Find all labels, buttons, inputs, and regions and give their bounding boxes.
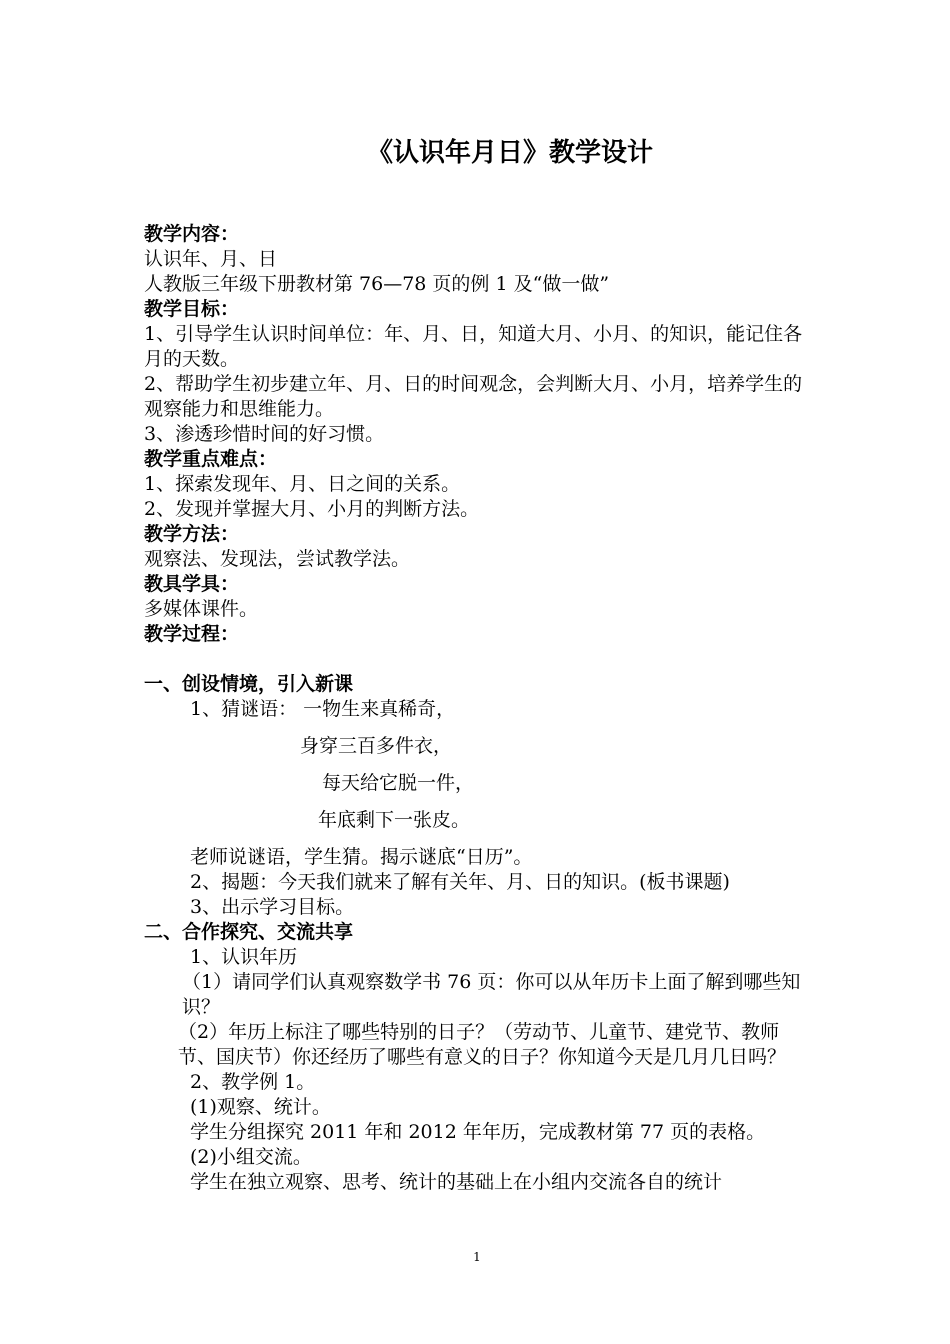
paragraph: 1、引导学生认识时间单位：年、月、日，知道大月、小月、的知识，能记住各月的天数。	[144, 323, 803, 370]
heading-part-2: 二、合作探究、交流共享	[144, 921, 354, 943]
riddle-block	[144, 728, 808, 839]
paragraph: 人教版三年级下册教材第 76—78 页的例 1 及“做一做”	[144, 273, 610, 295]
paragraph: 2、发现并掌握大月、小月的判断方法。	[144, 498, 480, 520]
heading-key-points: 教学重点难点：	[144, 448, 278, 470]
paragraph: 观察法、发现法，尝试教学法。	[144, 548, 411, 570]
paragraph: 2、揭题：今天我们就来了解有关年、月、日的知识。(板书课题)	[190, 871, 730, 893]
heading-process: 教学过程：	[144, 623, 240, 645]
paragraph: 2、教学例 1。	[190, 1071, 316, 1093]
paragraph: 3、渗透珍惜时间的好习惯。	[144, 423, 385, 445]
heading-content: 教学内容：	[144, 223, 240, 245]
paragraph: 1、探索发现年、月、日之间的关系。	[144, 473, 461, 495]
page-title: 《认识年月日》教学设计	[366, 138, 653, 168]
paragraph: 学生在独立观察、思考、统计的基础上在小组内交流各自的统计	[190, 1171, 723, 1193]
heading-tools: 教具学具：	[144, 573, 240, 595]
paragraph: 认识年、月、日	[144, 248, 278, 270]
paragraph: 学生分组探究 2011 年和 2012 年年历，完成教材第 77 页的表格。	[190, 1121, 766, 1143]
document-body	[144, 222, 808, 1195]
paragraph: 多媒体课件。	[144, 598, 259, 620]
heading-methods: 教学方法：	[144, 523, 240, 545]
riddle-line: 身穿三百多件衣，	[300, 735, 453, 757]
riddle-line: 每天给它脱一件，	[322, 772, 475, 794]
paragraph: (1)观察、统计。	[190, 1096, 331, 1118]
page-number: 1	[473, 1250, 481, 1264]
paragraph: 1、认识年历	[190, 946, 298, 968]
paragraph: （2）年历上标注了哪些特别的日子？（劳动节、儿童节、建党节、教师节、国庆节）你还经历了哪些有意义的日子？你知道今天是几月几日吗？	[178, 1021, 787, 1068]
riddle-line: 1、猜谜语： 一物生来真稀奇，	[190, 698, 456, 720]
heading-part-1: 一、创设情境，引入新课	[144, 673, 354, 695]
heading-goals: 教学目标：	[144, 298, 240, 320]
paragraph: （1）请同学们认真观察数学书 76 页：你可以从年历卡上面了解到哪些知识？	[182, 971, 801, 1018]
paragraph: 3、出示学习目标。	[190, 896, 355, 918]
riddle-line: 年底剩下一张皮。	[318, 809, 471, 831]
paragraph: (2)小组交流。	[190, 1146, 312, 1168]
paragraph: 2、帮助学生初步建立年、月、日的时间观念，会判断大月、小月，培养学生的观察能力和思维能力。	[144, 373, 803, 420]
paragraph: 老师说谜语，学生猜。揭示谜底“日历”。	[190, 846, 533, 868]
